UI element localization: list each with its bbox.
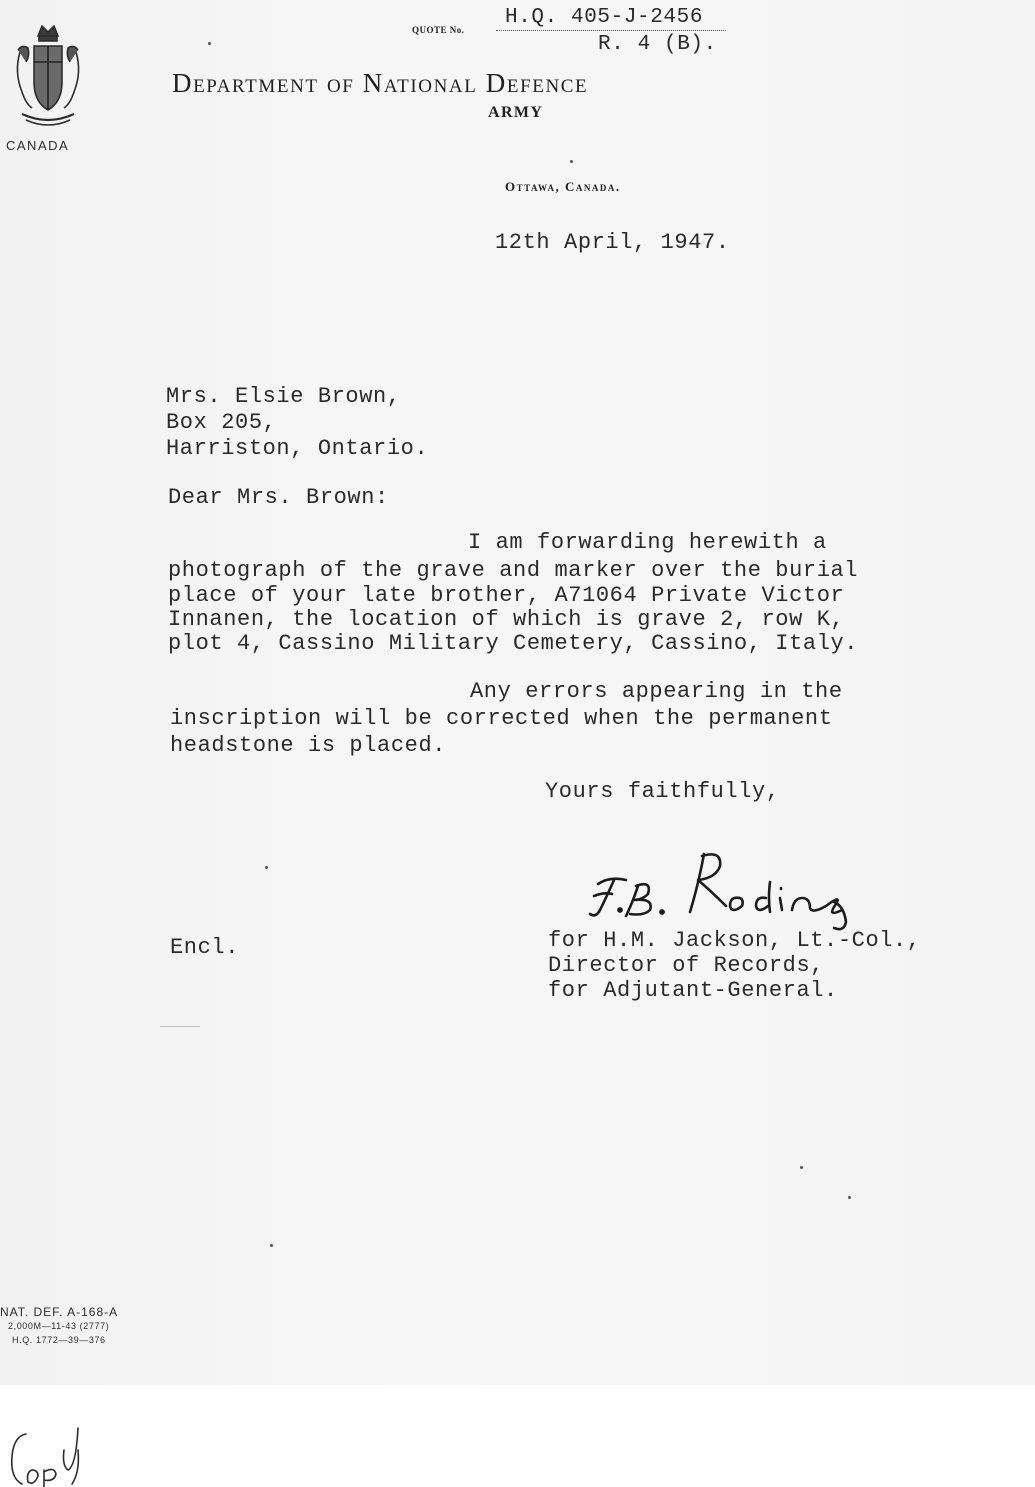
signature-line: for Adjutant-General.	[548, 978, 838, 1003]
form-code: NAT. DEF. A-168-A	[0, 1305, 119, 1319]
scan-speck	[208, 42, 211, 45]
body-line: plot 4, Cassino Military Cemetery, Cassino, Italy.	[168, 631, 859, 656]
handwritten-signature	[580, 836, 860, 936]
salutation: Dear Mrs. Brown:	[168, 485, 389, 510]
closing: Yours faithfully,	[545, 779, 780, 804]
body-line: photograph of the grave and marker over the burial	[168, 558, 859, 583]
recipient-line: Mrs. Elsie Brown,	[166, 384, 401, 409]
signature-line: Director of Records,	[548, 953, 825, 978]
form-print-run: 2,000M—11-43 (2777)	[8, 1321, 110, 1331]
quote-number: H.Q. 405-J-2456	[505, 6, 704, 29]
recipient-line: Harriston, Ontario.	[166, 436, 429, 461]
department-heading: Department of National Defence	[172, 68, 589, 98]
body-line: I am forwarding herewith a	[468, 530, 827, 555]
body-line: Any errors appearing in the	[470, 679, 843, 704]
scan-speck	[848, 1196, 851, 1199]
recipient-line: Box 205,	[166, 410, 277, 435]
body-line: inscription will be corrected when the permanent	[170, 706, 833, 731]
quote-underline	[496, 30, 726, 31]
form-reference: H.Q. 1772—39—376	[12, 1335, 106, 1345]
body-line: Innanen, the location of which is grave 2, row K,	[168, 607, 845, 632]
body-line: headstone is placed.	[170, 733, 447, 758]
country-label: CANADA	[6, 138, 70, 153]
signature-line: for H.M. Jackson, Lt.-Col.,	[548, 928, 921, 953]
stray-mark	[160, 1026, 200, 1027]
letter-date: 12th April, 1947.	[495, 230, 730, 255]
handwritten-copy-annotation	[0, 1420, 120, 1487]
branch-heading: ARMY	[488, 104, 544, 121]
coat-of-arms-icon	[8, 22, 88, 134]
enclosure-note: Encl.	[170, 935, 240, 960]
scan-speck	[570, 160, 573, 163]
city-line: Ottawa, Canada.	[505, 179, 621, 194]
quote-subnumber: R. 4 (B).	[598, 33, 717, 56]
quote-label: QUOTE No.	[412, 25, 465, 35]
scan-speck	[265, 866, 268, 869]
scan-speck	[270, 1244, 273, 1247]
scan-speck	[800, 1166, 803, 1169]
body-line: place of your late brother, A71064 Private Victor	[168, 583, 845, 608]
